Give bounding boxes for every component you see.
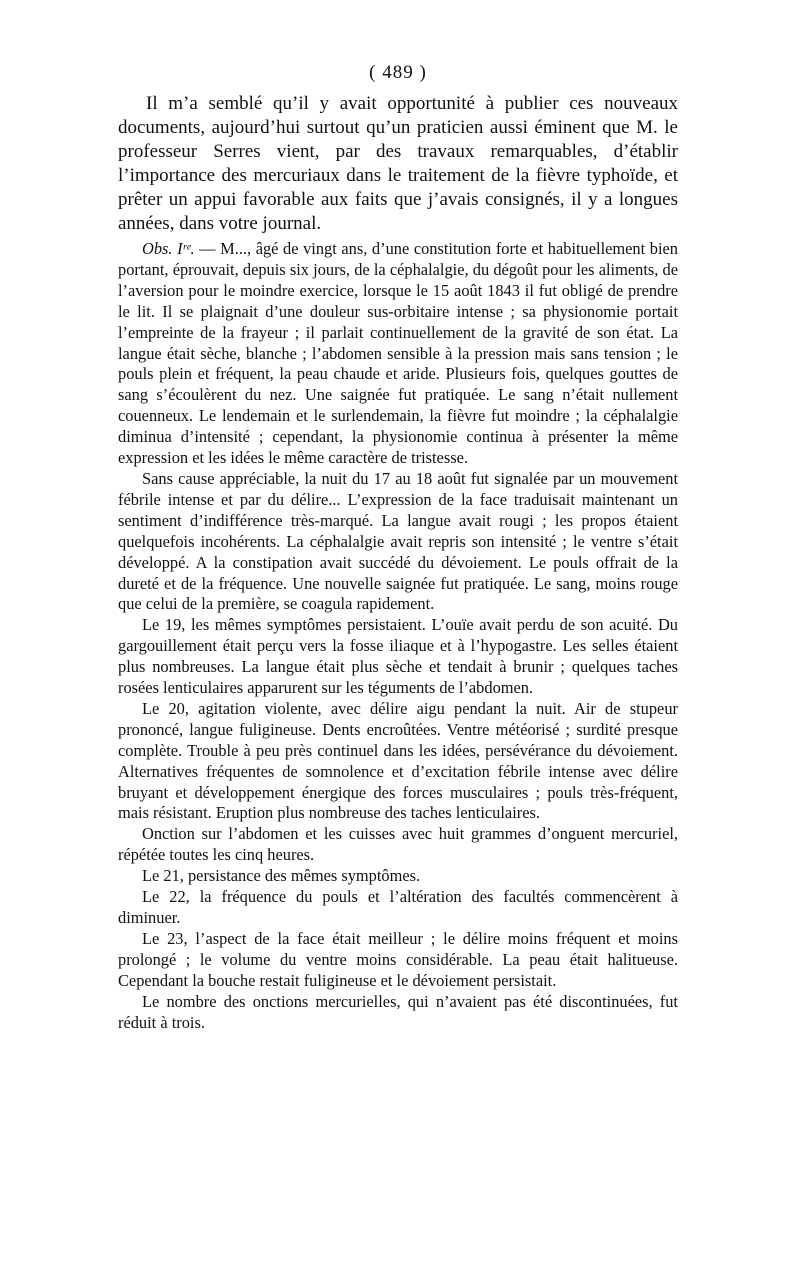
observation-paragraph	[118, 239, 678, 469]
paragraph-day-20: Le 20, agitation violente, avec délire aigu pendant la nuit. Air de stupeur prononcé, langue fuligineuse. Dents encroûtées. Ventre météorisé ; surdité presque complète. Trouble à peu près continuel dans les idées, persévérance du dévoiement. Alternatives fréquentes de somnolence et d’excitation fébrile intense avec délire bruyant et développement énergique des forces musculaires ; pouls très-fréquent, mais résistant. Eruption plus nombreuse des taches lenticulaires.	[118, 698, 678, 823]
paragraph-night-17-18: Sans cause appréciable, la nuit du 17 au 18 août fut signalée par un mouvement fébrile intense et par du délire... L’expression de la face traduisait maintenant un sentiment d’indifférence très-marqué. La langue avait rougi ; les propos étaient quelquefois incohérents. La céphalalgie avait repris son intensité ; le ventre s’était développé. A la constipation avait succédé du dévoiement. Le pouls offrait de la dureté et de la fréquence. Une nouvelle saignée fut pratiquée. Le sang, moins rouge que celui de la première, se coagula rapidement.	[118, 468, 678, 614]
observation-label: Obs. Iʳᵉ.	[142, 239, 195, 258]
document-page	[118, 58, 678, 1033]
paragraph-onction: Onction sur l’abdomen et les cuisses avec huit grammes d’onguent mercuriel, répétée toutes les cinq heures.	[118, 824, 678, 865]
observation-text: — M..., âgé de vingt ans, d’une constitution forte et habituellement bien portant, éprouvait, depuis six jours, de la céphalalgie, du dégoût pour les aliments, de l’aversion pour le moindre exercice, lorsque le 15 août 1843 il fut obligé de prendre le lit. Il se plaignait d’une douleur sus-orbitaire intense ; sa physionomie portait l’empreinte de la frayeur ; il parlait continuellement de la gravité de son état. La langue était sèche, blanche ; l’abdomen sensible à la pression mais sans tension ; le pouls plein et fréquent, la peau chaude et aride. Plusieurs fois, quelques gouttes de sang s’écoulèrent du nez. Une saignée fut pratiquée. Le sang n’était nullement couenneux. Le lendemain et le surlendemain, la fièvre fut moindre ; la céphalalgie diminua d’intensité ; cependant, la physionomie continua à présenter la même expression et les idées le même caractère de tristesse.	[118, 239, 678, 468]
paragraph-day-23: Le 23, l’aspect de la face était meilleur ; le délire moins fréquent et moins prolongé ; le volume du ventre moins considérable. La peau était halitueuse. Cependant la bouche restait fuligineuse et le dévoiement persistait.	[118, 928, 678, 990]
paragraph-day-21: Le 21, persistance des mêmes symptômes.	[142, 866, 421, 886]
paragraph-onctions-count: Le nombre des onctions mercurielles, qui n’avaient pas été discontinuées, fut réduit à trois.	[118, 991, 678, 1032]
page-number: ( 489 )	[369, 62, 427, 83]
paragraph-day-19: Le 19, les mêmes symptômes persistaient. L’ouïe avait perdu de son acuité. Du gargouillement était perçu vers la fosse iliaque et à l’hypogastre. Les selles étaient plus nombreuses. La langue était plus sèche et tendait à brunir ; quelques taches rosées lenticulaires apparurent sur les téguments de l’abdomen.	[118, 615, 678, 698]
paragraph-day-22: Le 22, la fréquence du pouls et l’altération des facultés commencèrent à diminuer.	[118, 887, 678, 927]
intro-paragraph: Il m’a semblé qu’il y avait opportunité à publier ces nouveaux documents, aujourd’hui surtout qu’un praticien aussi éminent que M. le professeur Serres vient, par des travaux remarquables, d’établir l’importance des mercuriaux dans le traitement de la fièvre typhoïde, et prêter un appui favorable aux faits que j’avais consignés, il y a longues années, dans votre journal.	[118, 93, 678, 234]
